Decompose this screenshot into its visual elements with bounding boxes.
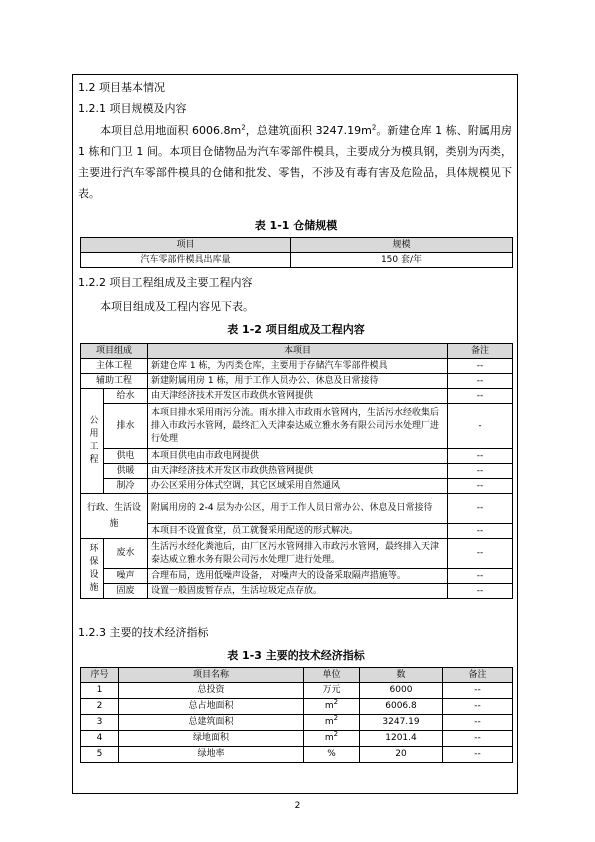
table-cell: 绿地面积 xyxy=(119,731,304,747)
table-cell: 废水 xyxy=(104,539,148,569)
table-cell: -- xyxy=(448,494,513,524)
table-cell: -- xyxy=(448,374,513,389)
table-cell: -- xyxy=(448,539,513,569)
table-cell: 总占地面积 xyxy=(119,699,304,715)
table-cell: -- xyxy=(443,747,513,763)
table-cell: 排水 xyxy=(104,404,148,449)
table-row xyxy=(81,731,513,747)
unit-text: m xyxy=(324,733,334,743)
paragraph-scale-b: ，总建筑面积 3247.19m xyxy=(245,124,372,137)
table-cell: -- xyxy=(448,389,513,404)
table-cell: 绿地率 xyxy=(119,747,304,763)
section-heading-1-2-2: 1.2.2 项目工程组成及主要工程内容 xyxy=(78,276,253,289)
table-cell-public-works: 公用工程 xyxy=(81,389,104,494)
table-cell: 1201.4 xyxy=(360,731,443,747)
table-cell: 辅助工程 xyxy=(81,374,148,389)
table-cell: -- xyxy=(448,524,513,539)
table-cell: 制冷 xyxy=(104,479,148,494)
table-cell: -- xyxy=(448,449,513,464)
table-header: 项目 xyxy=(81,238,291,253)
table-cell: 主体工程 xyxy=(81,359,148,374)
table-tech-econ-indicators xyxy=(80,667,513,763)
table-cell-env-facilities: 环保设施 xyxy=(81,539,104,599)
table-cell: -- xyxy=(448,464,513,479)
unit-text: m xyxy=(324,717,334,727)
table-row xyxy=(81,683,513,699)
table-row xyxy=(81,747,513,763)
table-cell-unit xyxy=(304,731,360,747)
table-cell: 1 xyxy=(81,683,119,699)
table-cell-unit xyxy=(304,699,360,715)
table-header: 单位 xyxy=(304,668,360,683)
table-1-2-caption: 表 1-2 项目组成及工程内容 xyxy=(227,323,365,336)
table-storage-scale xyxy=(80,237,513,268)
table-cell: 附属用房的 2-4 层为办公区，用于工作人员日常办公、休息及日常接待 xyxy=(148,494,448,524)
table-cell: 由天津经济技术开发区市政供热管网提供 xyxy=(148,464,448,479)
table-cell: 固废 xyxy=(104,584,148,599)
table-header: 本项目 xyxy=(148,344,448,359)
table-cell: 万元 xyxy=(304,683,360,699)
table-cell: 6006.8 xyxy=(360,699,443,715)
section-heading-1-2-3: 1.2.3 主要的技术经济指标 xyxy=(78,626,209,639)
table-cell: 20 xyxy=(360,747,443,763)
paragraph-scale xyxy=(78,120,512,204)
table-cell: 新建附属用房 1 栋，用于工作人员办公、休息及日常接待 xyxy=(148,374,448,389)
table-header: 项目名称 xyxy=(119,668,304,683)
table-cell: 本项目供电由市政电网提供 xyxy=(148,449,448,464)
table-cell: -- xyxy=(448,584,513,599)
table-cell: -- xyxy=(443,715,513,731)
table-cell: 6000 xyxy=(360,683,443,699)
table-cell: -- xyxy=(448,569,513,584)
table-cell: -- xyxy=(448,479,513,494)
table-cell-admin-facilities: 行政、生活设施 xyxy=(81,494,148,539)
superscript: 2 xyxy=(371,123,377,132)
table-cell: 本项目不设置食堂，员工就餐采用配送的形式解决。 xyxy=(148,524,448,539)
unit-text: m xyxy=(324,701,334,711)
table-cell: 5 xyxy=(81,747,119,763)
table-cell: -- xyxy=(443,731,513,747)
superscript: 2 xyxy=(333,730,339,738)
table-cell: 新建仓库 1 栋，为丙类仓库，主要用于存储汽车零部件模具 xyxy=(148,359,448,374)
table-cell: 办公区采用分体式空调，其它区域采用自然通风 xyxy=(148,479,448,494)
table-row xyxy=(81,699,513,715)
table-header: 备注 xyxy=(448,344,513,359)
table-cell: -- xyxy=(448,359,513,374)
table-row xyxy=(81,715,513,731)
table-cell: - xyxy=(448,404,513,449)
table-cell: 供电 xyxy=(104,449,148,464)
table-cell: 噪声 xyxy=(104,569,148,584)
table-header: 项目组成 xyxy=(81,344,148,359)
table-project-composition xyxy=(80,343,513,599)
section-heading-1-2: 1.2 项目基本情况 xyxy=(78,81,165,94)
table-1-1-caption: 表 1-1 仓储规模 xyxy=(254,219,338,232)
table-cell: 汽车零部件模具出库量 xyxy=(81,253,291,268)
table-header: 序号 xyxy=(81,668,119,683)
table-1-3-caption: 表 1-3 主要的技术经济指标 xyxy=(227,649,365,662)
table-cell: -- xyxy=(443,683,513,699)
table-cell: 总投资 xyxy=(119,683,304,699)
table-cell: 设置一般固废暂存点，生活垃圾定点存放。 xyxy=(148,584,448,599)
table-cell: 总建筑面积 xyxy=(119,715,304,731)
superscript: 2 xyxy=(333,698,339,706)
table-cell: 150 套/年 xyxy=(291,253,513,268)
table-header: 数 xyxy=(360,668,443,683)
table-cell: 本项目排水采用雨污分流。雨水排入市政雨水管网内，生活污水经收集后排入市政污水管网，最终汇入天津泰达威立雅水务有限公司污水处理厂进行处理 xyxy=(148,404,448,449)
table-cell: 生活污水经化粪池后，由厂区污水管网排入市政污水管网，最终排入天津泰达威立雅水务有限公司污水处理厂进行处理。 xyxy=(148,539,448,569)
paragraph-scale-a: 本项目总用地面积 6006.8m xyxy=(100,124,242,137)
table-cell: 给水 xyxy=(104,389,148,404)
table-cell: 3 xyxy=(81,715,119,731)
paragraph-composition: 本项目组成及工程内容见下表。 xyxy=(100,300,254,313)
table-cell: 4 xyxy=(81,731,119,747)
page-number: 2 xyxy=(294,801,301,811)
section-heading-1-2-1: 1.2.1 项目规模及内容 xyxy=(78,102,187,115)
table-cell-unit xyxy=(304,715,360,731)
table-cell: % xyxy=(304,747,360,763)
table-cell: 由天津经济技术开发区市政供水管网提供 xyxy=(148,389,448,404)
table-cell: 合理布局，选用低噪声设备， 对噪声大的设备采取隔声措施等。 xyxy=(148,569,448,584)
table-cell: -- xyxy=(443,699,513,715)
table-header: 备注 xyxy=(443,668,513,683)
table-cell: 2 xyxy=(81,699,119,715)
superscript: 2 xyxy=(241,123,246,132)
table-cell: 供暖 xyxy=(104,464,148,479)
table-header: 规模 xyxy=(291,238,513,253)
table-cell: 3247.19 xyxy=(360,715,443,731)
superscript: 2 xyxy=(333,714,339,722)
paragraph-scale-c: 。新建仓库 1 栋、附属用房 1 栋和门卫 1 间。本项目仓储物品为汽车零部件模具，主要成分为模具钢，类别为丙类，主要进行汽车零部件模具的仓储和批发、零售，不涉及有毒有害及危险品，具体规模见下表。 xyxy=(78,124,513,200)
